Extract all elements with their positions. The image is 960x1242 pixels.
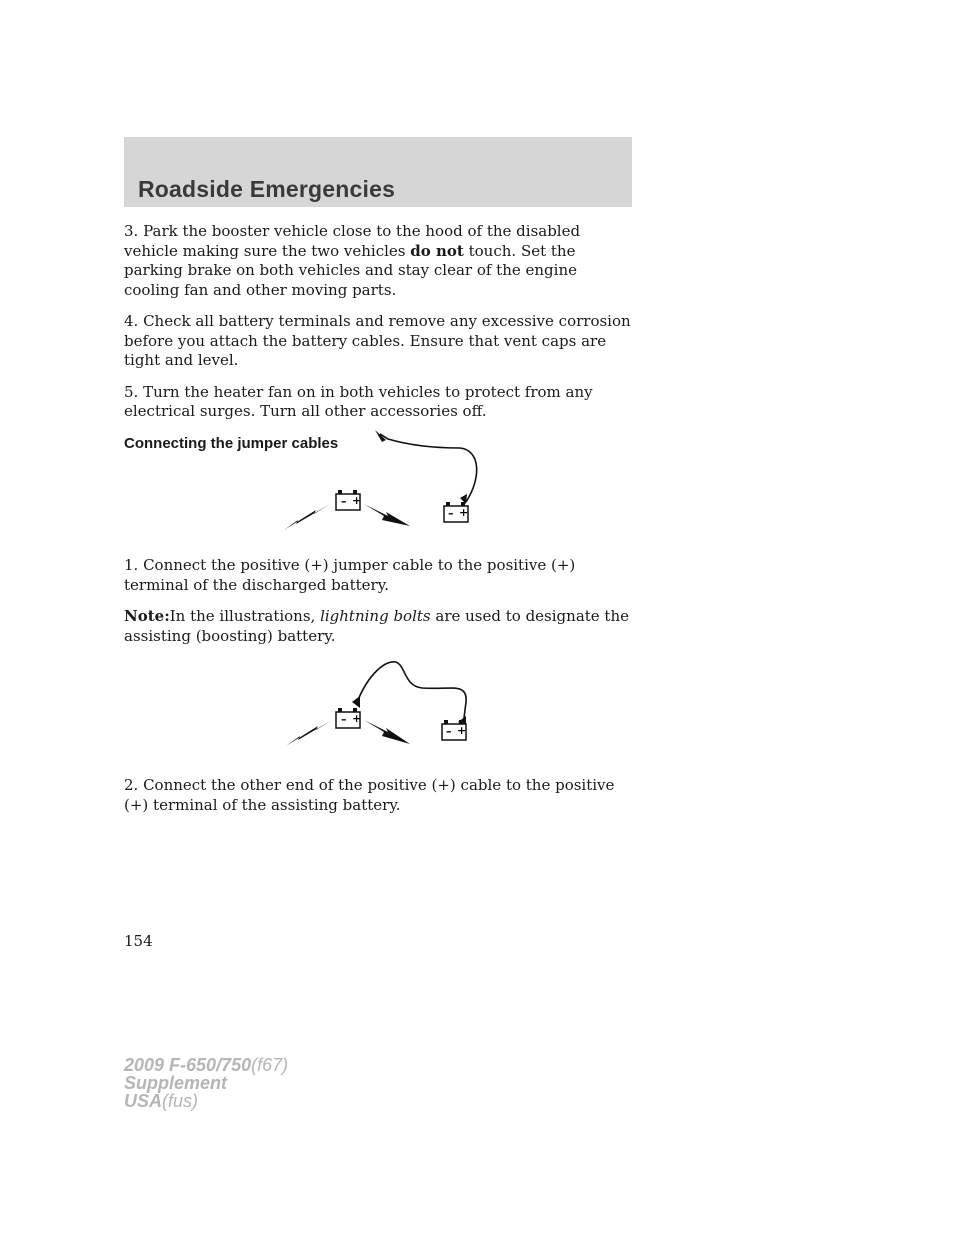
footer-line-3: USA(fus) — [124, 1091, 199, 1111]
note: Note:In the illustrations, lightning bolts are used to designate the assisting (boosting) battery. — [124, 607, 629, 645]
step-2: 2. Connect the other end of the positive (+) cable to the positive (+) terminal of the assisting battery. — [124, 776, 615, 814]
subheading: Connecting the jumper cables — [124, 434, 339, 452]
lightning-bolt-left — [286, 720, 332, 746]
page-number: 154 — [124, 932, 153, 950]
lightning-bolt-right — [364, 720, 410, 744]
svg-text:+: + — [352, 712, 362, 725]
step-1: 1. Connect the positive (+) jumper cable to the positive (+) terminal of the discharged battery. — [124, 556, 576, 594]
svg-text:–: – — [448, 507, 454, 520]
footer-line-1: 2009 F-650/750(f67) — [124, 1055, 289, 1075]
svg-text:–: – — [341, 495, 347, 508]
jumper-cable — [380, 434, 477, 502]
cable-clamp-booster — [352, 696, 360, 708]
discharged-battery — [444, 502, 468, 522]
discharged-battery — [442, 720, 466, 740]
jumper-cable — [358, 662, 466, 718]
booster-battery — [336, 490, 361, 510]
lightning-bolt-left — [284, 504, 330, 530]
booster-battery — [336, 708, 361, 728]
step-2-block — [124, 776, 634, 827]
document-footer — [124, 1056, 288, 1110]
svg-text:+: + — [352, 494, 362, 507]
step-1-block — [124, 556, 634, 658]
lightning-bolt-right — [364, 504, 410, 526]
svg-text:+: + — [457, 724, 467, 737]
step-3: 3. Park the booster vehicle close to the hood of the disabled vehicle making sure the two vehicles do not touch. Set the parking brake on both vehicles and stay clear of the engine cooling fan and other moving parts. — [124, 222, 581, 299]
footer-line-2: Supplement — [124, 1073, 228, 1093]
step-5: 5. Turn the heater fan on in both vehicles to protect from any electrical surges. Turn all other accessories off. — [124, 382, 593, 420]
step-4: 4. Check all battery terminals and remove any excessive corrosion before you attach the battery cables. Ensure that vent caps are tight and level. — [124, 312, 631, 369]
svg-text:–: – — [341, 713, 347, 726]
section-title: Roadside Emergencies — [138, 176, 396, 202]
svg-text:+: + — [459, 506, 469, 519]
svg-text:–: – — [446, 725, 452, 738]
illustration-step-2 — [280, 656, 490, 748]
illustration-step-1 — [270, 422, 500, 538]
